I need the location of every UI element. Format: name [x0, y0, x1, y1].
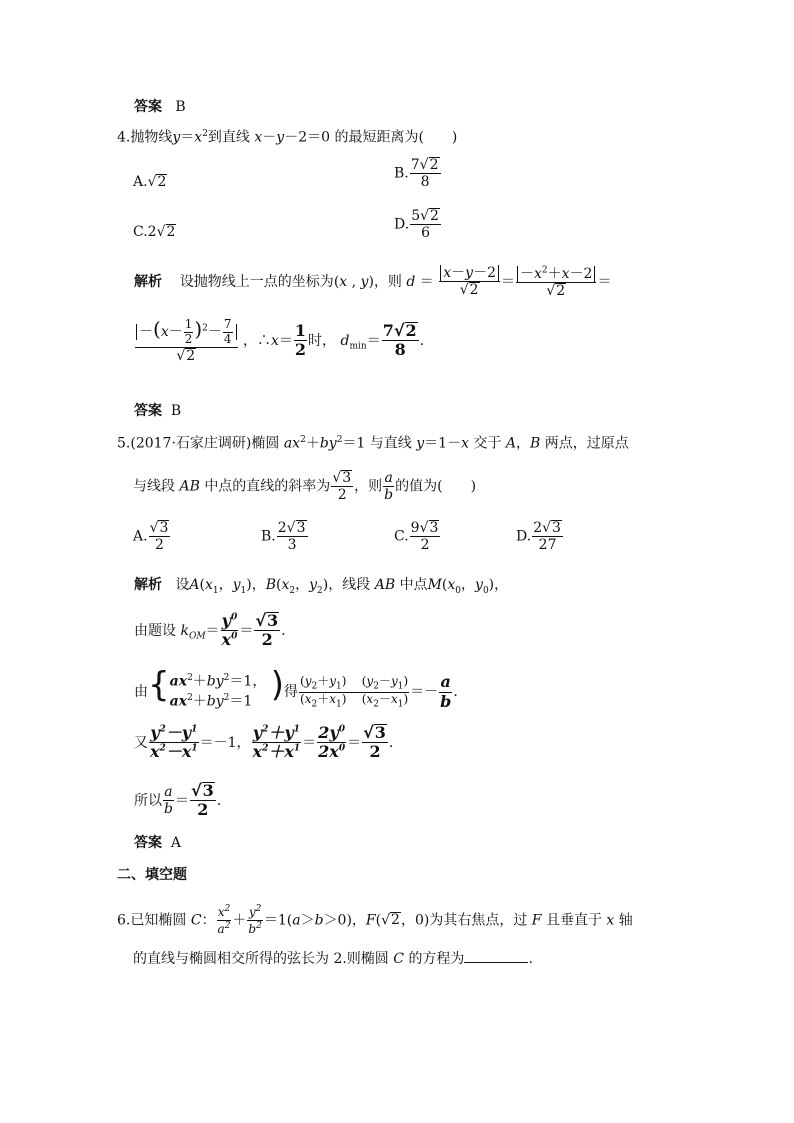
q4-option-d: D. $\frac{5√2}{6}$ [394, 208, 439, 242]
q5-option-c: C. $\frac{9√3}{2}$ [394, 520, 439, 554]
q5-stem-line2: 与线段 AB 中点的直线的斜率为 $\frac{√3}{2}$ ，则 $\frac{a}{b}$ 的值为( ) [133, 470, 477, 504]
q4-number: 4. [117, 129, 131, 146]
q5-solution-line1: 解析 设$A(x_1$，$y_1$)，$B(x_2$，$y_2$)，线段 AB 中点$M(x_0$，$y_0$)， [134, 577, 509, 596]
q4-answer-line: 答案 B [134, 403, 182, 419]
q6-stem-line1: 6.已知椭圆 C： $\frac{x^2}{a^2}$ ＋ $\frac{y^2}{b^2}$ ＝1(a＞b＞0)，F(√2，0)为其右焦点，过 F 且垂直于 x 轴 [117, 904, 633, 936]
answer-blank[interactable] [464, 950, 528, 963]
q6-stem-line2: 的直线与椭圆相交所得的弦长为 2.则椭圆 C 的方程为 . [133, 951, 533, 967]
answer-label: 答案 [134, 99, 162, 115]
q5-solution-line5: 所以 $\frac{a}{b}$ ＝ $\frac{√3}{2}$ . [134, 781, 222, 820]
q5-option-a: A. $\frac{√3}{2}$ [133, 520, 169, 554]
section-title-fill-in: 二、填空题 [117, 867, 187, 883]
q5-answer-line: 答案 A [134, 835, 182, 851]
q3-answer-line [134, 100, 186, 114]
q5-stem-line1: 5.(2017·石家庄调研)椭圆 $ax^2+by^2=1$ 与直线 y＝1－x 交于 A，B 两点，过原点 [117, 435, 629, 452]
q5-solution-line4: 又 $\frac{y^2-y^1}{x^2-x^1}$ ＝－1， $\frac{y^2+y^1}{x^2+x^1}$ ＝ $\frac{2y^0}{2x^0}$ ＝ $\frac{√3}{2}$ . [134, 723, 394, 762]
q4-text-post: 的最短距离为( ) [334, 129, 458, 146]
q5-solution-line3: 由{$ax^2+by^2=1$， $ax^2+by^2=1$ )得 $\frac{(y_2+y_1) (y_2-y_1)}{(x_2+x_1) (x_2-x_1)}$ ＝－ $\frac{a}{b}$ . [134, 665, 458, 711]
q4-option-c: C.2√2 [133, 224, 176, 240]
q4-text-mid: 到直线 [207, 129, 250, 146]
q5-option-d: D. $\frac{2√3}{27}$ [516, 520, 561, 554]
q5-answer-value: A [170, 835, 182, 851]
q4-stem: 4.抛物线$y=x^2$到直线 x－y－2＝0 的最短距离为( ) [117, 129, 458, 146]
q4-text-pre: 抛物线 [130, 129, 173, 146]
q4-solution-line1: 解析 设抛物线上一点的坐标为(x , y)，则 d ＝ $\frac{x-y-2}{√2}$ ＝ $\frac{-x^2+x-2}{√2}$ ＝ [134, 265, 612, 299]
q3-answer-value: B [175, 99, 186, 115]
q4-option-a: A.√2 [133, 174, 167, 190]
q4-option-b: B. $\frac{7√2}{8}$ [394, 157, 439, 191]
q4-answer-value: B [170, 403, 182, 419]
q4-solution-line2: －(x－ $\frac{1}{2}$ )$^2$－ $\frac{7}{4}$ √2 ，∴x＝ $\frac{1}{2}$ 时， $d_{min}=$ $\frac{7√2}{8}$ . [134, 318, 424, 364]
analysis-label: 解析 [134, 273, 162, 290]
q5-option-b: B. $\frac{2√3}{3}$ [261, 520, 306, 554]
q5-solution-line2: 由题设 $k_{OM}=$ $\frac{y^0}{x^0}$ ＝ $\frac{√3}{2}$ . [134, 611, 286, 650]
